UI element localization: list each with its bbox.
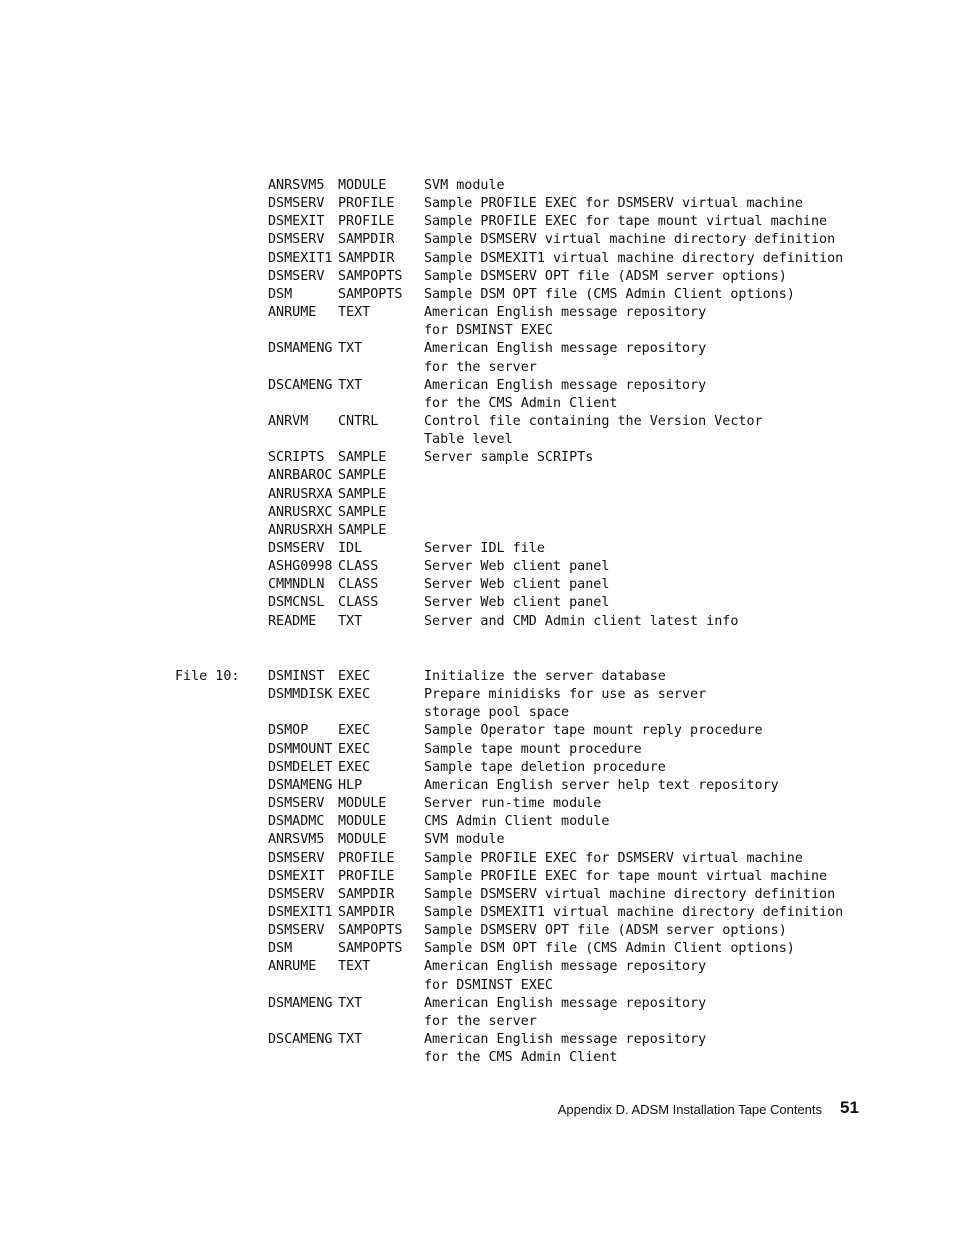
file-type: SAMPLE — [338, 468, 387, 484]
file-description: CMS Admin Client module — [424, 814, 610, 830]
file-description: Sample DSM OPT file (CMS Admin Client options) — [424, 286, 795, 302]
file-description: Sample DSMSERV virtual machine directory definition — [424, 232, 836, 248]
file-type: SAMPDIR — [338, 904, 395, 920]
file-description: Sample DSM OPT file (CMS Admin Client options) — [424, 941, 795, 957]
file-name: DSMMOUNT — [268, 741, 333, 757]
file-type: PROFILE — [338, 868, 395, 884]
file-type: EXEC — [338, 687, 371, 703]
file-description: American English message repository — [424, 995, 707, 1011]
file-name: ANRUSRXH — [268, 522, 333, 538]
file-type: IDL — [338, 541, 363, 556]
file-type: TEXT — [338, 305, 371, 321]
file-description: American English message repository — [424, 377, 707, 393]
file-description: Sample DSMSERV OPT file (ADSM server options) — [424, 268, 787, 284]
file-type: MODULE — [338, 814, 387, 830]
file-description: for DSMINST EXEC — [424, 323, 553, 339]
file-name: DSM — [268, 941, 293, 957]
file-type: EXEC — [338, 741, 371, 757]
file-description: for the CMS Admin Client — [424, 395, 618, 411]
file-name: DSMSERV — [268, 541, 325, 556]
file-name: README — [268, 613, 317, 629]
file-description: Sample PROFILE EXEC for DSMSERV virtual machine — [424, 850, 803, 866]
file-name: DSMDELET — [268, 759, 333, 775]
file-name: ANRUME — [268, 305, 317, 321]
file-type: TXT — [338, 613, 363, 629]
file-type: EXEC — [338, 723, 371, 739]
file-type: TXT — [338, 1032, 363, 1047]
file-description: Sample PROFILE EXEC for DSMSERV virtual machine — [424, 196, 803, 212]
file-name: DSMOP — [268, 723, 309, 739]
file-description: Table level — [424, 432, 513, 448]
file-description: Initialize the server database — [424, 669, 666, 684]
file-name: DSMSERV — [268, 850, 325, 866]
file-type: EXEC — [338, 759, 371, 775]
file-type: SAMPLE — [338, 504, 387, 520]
file-description: Sample PROFILE EXEC for tape mount virtual machine — [424, 868, 828, 884]
file-name: DSMCNSL — [268, 595, 325, 611]
file-type: SAMPOPTS — [338, 286, 403, 302]
file-description: Server Web client panel — [424, 595, 610, 611]
file-name: DSMINST — [268, 669, 325, 684]
file-name: DSMSERV — [268, 923, 325, 939]
file-name: ANRBAROC — [268, 468, 333, 484]
file-name: DSMSERV — [268, 268, 325, 284]
file-type: SAMPDIR — [338, 232, 395, 248]
file-type: CLASS — [338, 595, 379, 611]
file-description: for DSMINST EXEC — [424, 977, 553, 993]
file-type: PROFILE — [338, 196, 395, 212]
file-name: DSMAMENG — [268, 995, 333, 1011]
file-type: SAMPOPTS — [338, 941, 403, 957]
file-type: SAMPLE — [338, 450, 387, 466]
file-description: SVM module — [424, 832, 505, 848]
file-name: DSCAMENG — [268, 377, 333, 393]
file-type: SAMPDIR — [338, 250, 395, 266]
file-name: DSMEXIT — [268, 868, 325, 884]
file-type: MODULE — [338, 796, 387, 812]
page-number: 51 — [840, 1098, 859, 1117]
file-name: DSMEXIT1 — [268, 904, 333, 920]
file-description: for the server — [424, 1013, 537, 1029]
file-description: for the CMS Admin Client — [424, 1050, 618, 1066]
file-name: DSMAMENG — [268, 777, 333, 793]
footer-title: Appendix D. ADSM Installation Tape Contents — [557, 1102, 822, 1117]
file-name: DSMEXIT — [268, 214, 325, 230]
file-description: Server and CMD Admin client latest info — [424, 613, 739, 629]
file-name: ANRUSRXC — [268, 504, 333, 520]
file-description: Server Web client panel — [424, 559, 610, 575]
file-name: DSMEXIT1 — [268, 250, 333, 266]
file-description: storage pool space — [424, 705, 570, 721]
file-type: HLP — [338, 777, 363, 793]
file-description: Sample Operator tape mount reply procedure — [424, 723, 763, 739]
file-description: Control file containing the Version Vector — [424, 413, 763, 429]
file-description: American English message repository — [424, 305, 707, 321]
file-name: CMMNDLN — [268, 577, 325, 593]
file-description: Sample PROFILE EXEC for tape mount virtual machine — [424, 214, 828, 230]
file-description: Sample DSMEXIT1 virtual machine directory definition — [424, 904, 844, 920]
page-footer — [0, 1098, 954, 1120]
file-name: DSMSERV — [268, 232, 325, 248]
file-name: DSMSERV — [268, 196, 325, 212]
file-name: ANRUME — [268, 959, 317, 975]
file-description: Sample tape mount procedure — [424, 741, 642, 757]
file-description: Sample tape deletion procedure — [424, 759, 666, 775]
file-name: DSMMDISK — [268, 687, 333, 703]
file-type: SAMPOPTS — [338, 923, 403, 939]
file-label: File 10: — [175, 669, 240, 684]
file-name: SCRIPTS — [268, 450, 325, 466]
file-type: TXT — [338, 377, 363, 393]
file-description: Server IDL file — [424, 541, 545, 556]
file-type: CNTRL — [338, 413, 379, 429]
file-type: EXEC — [338, 669, 371, 684]
file-name: DSMSERV — [268, 796, 325, 812]
file-description: Sample DSMSERV OPT file (ADSM server options) — [424, 923, 787, 939]
file-name: ASHG0998 — [268, 559, 333, 575]
file-type: CLASS — [338, 559, 379, 575]
file-type: PROFILE — [338, 214, 395, 230]
file-description: American English message repository — [424, 1032, 707, 1047]
file-name: DSMADMC — [268, 814, 325, 830]
file-description: American English server help text repository — [424, 777, 779, 793]
file-description: Sample DSMSERV virtual machine directory definition — [424, 886, 836, 902]
file-type: MODULE — [338, 832, 387, 848]
file-type: SAMPOPTS — [338, 268, 403, 284]
file-type: SAMPLE — [338, 486, 387, 502]
file-name: ANRSVM5 — [268, 832, 325, 848]
file-name: ANRSVM5 — [268, 178, 325, 193]
file-description: American English message repository — [424, 959, 707, 975]
file-type: SAMPDIR — [338, 886, 395, 902]
file-type: SAMPLE — [338, 522, 387, 538]
file-name: DSMAMENG — [268, 341, 333, 357]
file-description: Sample DSMEXIT1 virtual machine directory definition — [424, 250, 844, 266]
file-name: DSM — [268, 286, 293, 302]
file-type: CLASS — [338, 577, 379, 593]
file-description: Server Web client panel — [424, 577, 610, 593]
file-type: MODULE — [338, 178, 387, 193]
file-name: ANRVM — [268, 413, 309, 429]
file-name: ANRUSRXA — [268, 486, 333, 502]
file-type: TXT — [338, 995, 363, 1011]
file-description: Server run-time module — [424, 796, 602, 812]
file-description: Prepare minidisks for use as server — [424, 687, 707, 703]
file-name: DSCAMENG — [268, 1032, 333, 1047]
file-description: American English message repository — [424, 341, 707, 357]
file-name: DSMSERV — [268, 886, 325, 902]
file-description: for the server — [424, 359, 537, 375]
file-type: TXT — [338, 341, 363, 357]
file-type: TEXT — [338, 959, 371, 975]
file-description: SVM module — [424, 178, 505, 193]
file-description: Server sample SCRIPTs — [424, 450, 594, 466]
file-type: PROFILE — [338, 850, 395, 866]
